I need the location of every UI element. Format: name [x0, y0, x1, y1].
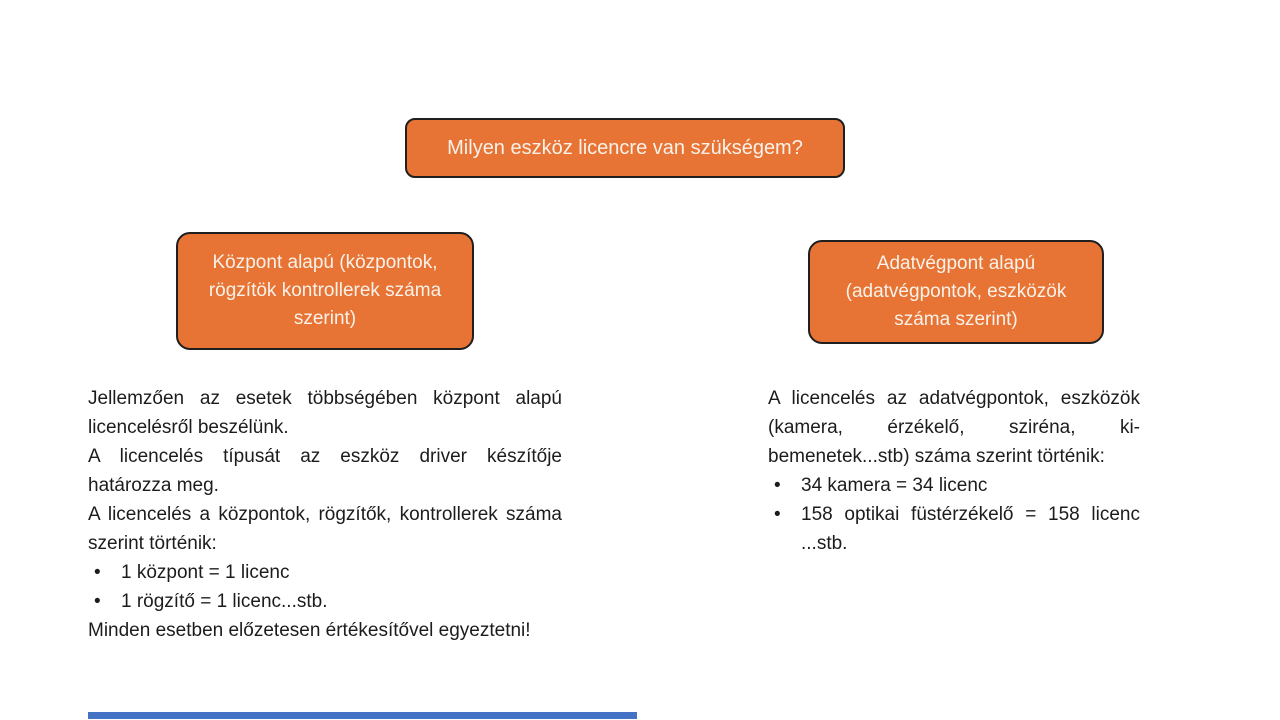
- list-item-text: 34 kamera = 34 licenc: [801, 475, 988, 496]
- paragraph-license-type: A licencelés típusát az eszköz driver készítője határozza meg.: [88, 446, 562, 496]
- central-based-description: [88, 384, 562, 645]
- bottom-accent-bar: [88, 712, 637, 719]
- title-box: [405, 118, 845, 178]
- list-item: [768, 500, 1140, 558]
- list-item-text: 1 központ = 1 licenc: [121, 562, 290, 583]
- list-item: [768, 471, 1140, 500]
- list-item-text: 1 rögzítő = 1 licenc...stb.: [121, 591, 328, 612]
- central-based-box-label: Központ alapú (központok, rögzítök kontrollerek száma szerint): [208, 252, 442, 329]
- bullet-icon: •: [94, 562, 101, 583]
- paragraph-license-count: A licencelés a központok, rögzítők, kontrollerek száma szerint történik:: [88, 504, 562, 554]
- endpoint-based-description: [768, 384, 1140, 558]
- list-item-text: 158 optikai füstérzékelő = 158 licenc ...stb.: [801, 504, 1140, 554]
- endpoint-bullet-list: [768, 471, 1140, 558]
- bullet-icon: •: [774, 504, 781, 525]
- list-item: [88, 587, 562, 616]
- paragraph-sales-note: Minden esetben előzetesen értékesítővel egyeztetni!: [88, 620, 531, 641]
- bullet-icon: •: [94, 591, 101, 612]
- paragraph-endpoint-intro: A licencelés az adatvégpontok, eszközök (kamera, érzékelő, sziréna, ki-bemenetek...stb) száma szerint történik:: [768, 388, 1140, 467]
- central-based-box: [176, 232, 474, 350]
- endpoint-based-box-label: Adatvégpont alapú (adatvégpontok, eszközök száma szerint): [845, 253, 1067, 330]
- endpoint-based-box: [808, 240, 1104, 344]
- list-item: [88, 558, 562, 587]
- bullet-icon: •: [774, 475, 781, 496]
- paragraph-central-intro: Jellemzően az esetek többségében központ alapú licencelésről beszélünk.: [88, 388, 562, 438]
- title-box-label: Milyen eszköz licencre van szükségem?: [447, 137, 803, 159]
- central-bullet-list: [88, 558, 562, 616]
